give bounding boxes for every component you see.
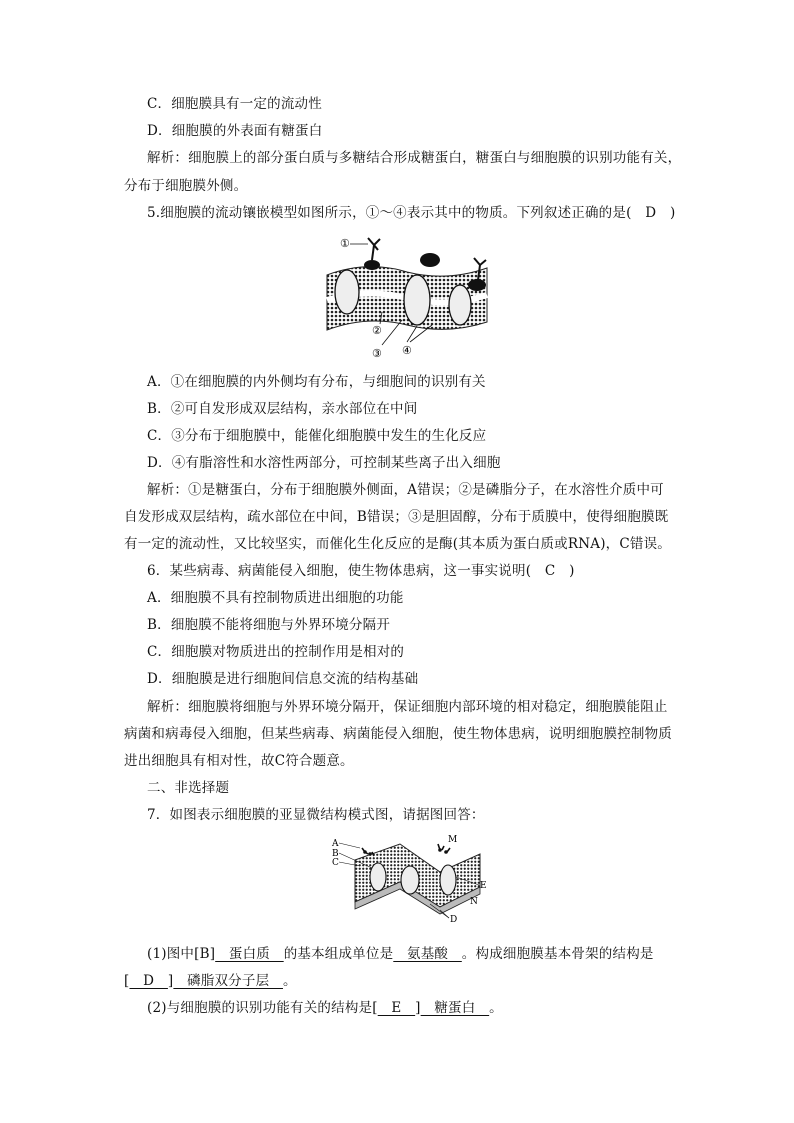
label-B: B bbox=[332, 849, 339, 859]
analysis-q6-line3: 进出细胞具有相对性，故C符合题意。 bbox=[124, 753, 354, 769]
label-E: E bbox=[480, 881, 487, 891]
analysis-q6-line2: 病菌和病毒侵入细胞，但某些病毒、病菌能侵入细胞，使生物体患病，说明细胞膜控制物质 bbox=[124, 726, 672, 742]
option-b-q6: B．细胞膜不能将细胞与外界环境分隔开 bbox=[147, 617, 391, 633]
q7-p2-prefix: (2)与细胞膜的识别功能有关的结构是[ bbox=[147, 1000, 378, 1016]
analysis-q4-line1: 解析：细胞膜上的部分蛋白质与多糖结合形成糖蛋白，糖蛋白与细胞膜的识别功能有关， bbox=[147, 150, 682, 166]
q7-answer-phospholipid-bilayer: 磷脂双分子层 bbox=[173, 973, 283, 989]
membrane-model-figure-2 bbox=[330, 832, 495, 932]
label-1: ① bbox=[340, 237, 350, 250]
q7-answer-amino-acid: 氨基酸 bbox=[393, 946, 462, 962]
membrane-model-figure-1 bbox=[322, 230, 492, 360]
q7-p1-prefix: (1)图中[B] bbox=[147, 946, 216, 962]
question-5: 5.细胞膜的流动镶嵌模型如图所示，①～④表示其中的物质。下列叙述正确的是( D ) bbox=[147, 205, 676, 221]
q7-answer-e: E bbox=[377, 1000, 416, 1016]
q7-answer-glycoprotein: 糖蛋白 bbox=[420, 1000, 490, 1016]
q7-p1b-suffix: 。 bbox=[282, 973, 297, 989]
q7-p1b-bracket-open: [ bbox=[124, 973, 130, 989]
option-d-q6: D．细胞膜是进行细胞间信息交流的结构基础 bbox=[147, 671, 419, 687]
q7-answer-protein: 蛋白质 bbox=[215, 946, 284, 962]
label-C: C bbox=[332, 858, 339, 868]
label-D: D bbox=[450, 915, 458, 925]
label-3: ③ bbox=[372, 347, 382, 360]
q7-p1b-bracket-close: ] bbox=[167, 973, 174, 989]
label-A: A bbox=[332, 839, 339, 849]
analysis-q5-line2: 自发形成双层结构，疏水部位在中间，B错误；③是胆固醇，分布于质膜中，使得细胞膜既 bbox=[124, 509, 669, 525]
question-6: 6．某些病毒、病菌能侵入细胞，使生物体患病，这一事实说明( C ) bbox=[147, 563, 575, 579]
q7-p1-suffix: 。构成细胞膜基本骨架的结构是 bbox=[461, 946, 654, 962]
q7-p2-suffix: 。 bbox=[489, 1000, 503, 1016]
analysis-q6-line1: 解析：细胞膜将细胞与外界环境分隔开，保证细胞内部环境的相对稳定，细胞膜能阻止 bbox=[147, 699, 668, 715]
option-d-q4: D．细胞膜的外表面有糖蛋白 bbox=[147, 123, 323, 139]
q7-p2-bracket-close: ] bbox=[415, 1000, 421, 1016]
option-c-q6: C．细胞膜对物质进出的控制作用是相对的 bbox=[147, 644, 405, 660]
section-heading-non-choice: 二、非选择题 bbox=[147, 780, 230, 796]
q7-part1-line1 bbox=[147, 944, 654, 964]
analysis-q5-line3: 有一定的流动性，又比较坚实，而催化生化反应的是酶(其本质为蛋白质或RNA)，C错误。 bbox=[124, 536, 671, 552]
q7-part2 bbox=[147, 998, 503, 1018]
q7-answer-d: D bbox=[129, 973, 168, 989]
option-c-q5: C．③分布于细胞膜中，能催化细胞膜中发生的生化反应 bbox=[147, 428, 487, 444]
q7-part1-line2 bbox=[124, 971, 297, 991]
question-7: 7．如图表示细胞膜的亚显微结构模式图，请据图回答： bbox=[147, 807, 485, 823]
analysis-q4-line2: 分布于细胞膜外侧。 bbox=[124, 178, 248, 194]
label-4: ④ bbox=[402, 344, 412, 357]
option-b-q5: B．②可自发形成双层结构，亲水部位在中间 bbox=[147, 401, 418, 417]
q7-p1-middle: 的基本组成单位是 bbox=[283, 946, 394, 962]
analysis-q5-line1: 解析：①是糖蛋白，分布于细胞膜外侧面，A错误；②是磷脂分子，在水溶性介质中可 bbox=[147, 482, 664, 498]
option-a-q5: A．①在细胞膜的内外侧均有分布，与细胞间的识别有关 bbox=[147, 374, 486, 390]
option-c-q4: C．细胞膜具有一定的流动性 bbox=[147, 96, 322, 112]
label-N: N bbox=[470, 897, 478, 907]
option-a-q6: A．细胞膜不具有控制物质进出细胞的功能 bbox=[147, 590, 404, 606]
label-2: ② bbox=[372, 324, 382, 337]
option-d-q5: D．④有脂溶性和水溶性两部分，可控制某些离子出入细胞 bbox=[147, 455, 501, 471]
label-M: M bbox=[448, 835, 458, 845]
